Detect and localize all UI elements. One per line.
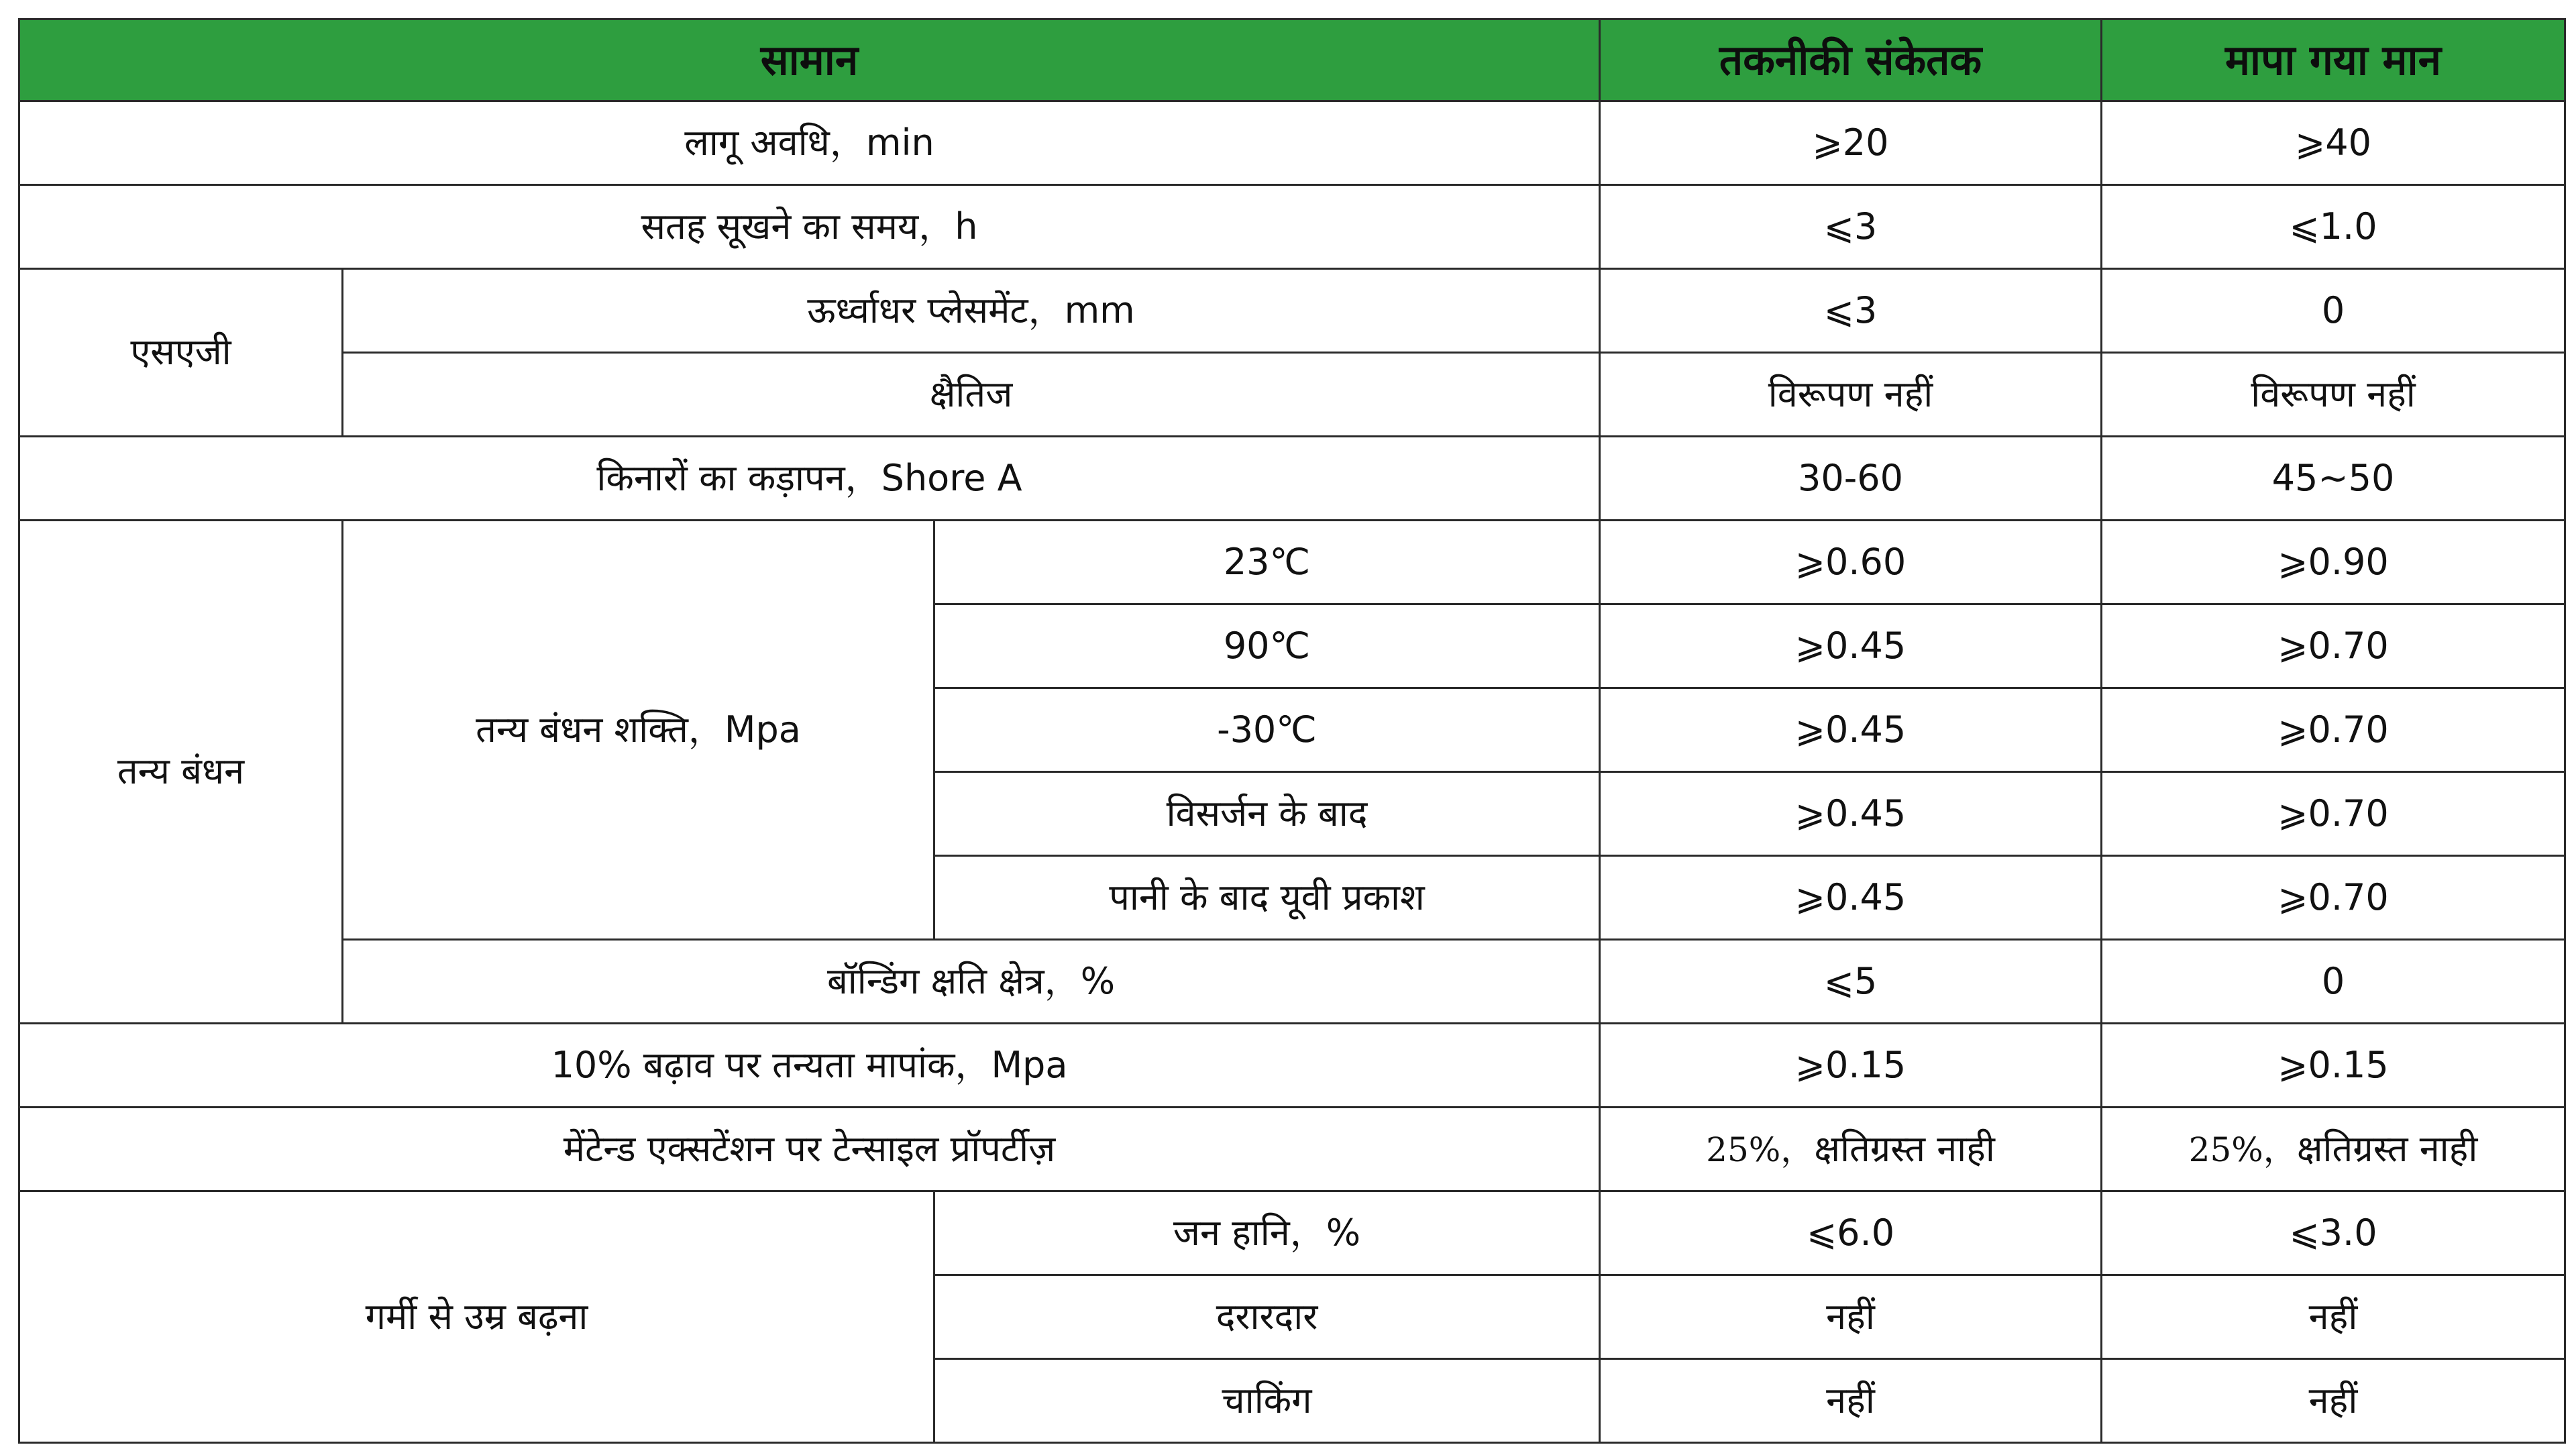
tensile-modulus-label: 10% बढ़ाव पर तन्यता मापांक，Mpa xyxy=(19,1024,1600,1108)
edge-hardness-label: किनारों का कड़ापन，Shore A xyxy=(19,437,1600,521)
edge-hardness-tech: 30-60 xyxy=(1600,437,2102,521)
sag-horizontal-measured: विरूपण नहीं xyxy=(2102,353,2565,437)
applicable-period-tech: ⩾20 xyxy=(1600,101,2102,185)
tensile-condition-measured: ⩾0.70 xyxy=(2102,604,2565,688)
tensile-condition-measured: ⩾0.70 xyxy=(2102,772,2565,856)
tensile-condition-tech: ⩾0.60 xyxy=(1600,521,2102,604)
maintained-extension-measured xyxy=(2102,1108,2565,1191)
tensile-condition-label: पानी के बाद यूवी प्रकाश xyxy=(934,856,1600,940)
row-sag-horizontal xyxy=(19,353,2565,437)
heat-aging-item-measured: नहीं xyxy=(2102,1359,2565,1443)
tensile-condition-tech: ⩾0.45 xyxy=(1600,856,2102,940)
applicable-period-measured: ⩾40 xyxy=(2102,101,2565,185)
heat-aging-group-label: गर्मी से उम्र बढ़ना xyxy=(19,1191,934,1443)
bonding-damage-area-label: बॉन्डिंग क्षति क्षेत्र，% xyxy=(343,940,1600,1024)
row-applicable-period xyxy=(19,101,2565,185)
heat-aging-item-label: दरारदार xyxy=(934,1275,1600,1359)
bonding-damage-area-tech: ⩽5 xyxy=(1600,940,2102,1024)
heat-aging-item-measured: नहीं xyxy=(2102,1275,2565,1359)
tensile-bond-group-label: तन्य बंधन xyxy=(19,521,343,1024)
bonding-damage-area-measured: 0 xyxy=(2102,940,2565,1024)
header-item: सामान xyxy=(19,19,1600,101)
row-tensile-23c xyxy=(19,521,2565,604)
heat-aging-item-label: जन हानि，% xyxy=(934,1191,1600,1275)
heat-aging-item-tech: नहीं xyxy=(1600,1275,2102,1359)
tensile-modulus-measured: ⩾0.15 xyxy=(2102,1024,2565,1108)
row-sag-vertical xyxy=(19,269,2565,353)
tensile-condition-measured: ⩾0.70 xyxy=(2102,688,2565,772)
heat-aging-item-measured: ⩽3.0 xyxy=(2102,1191,2565,1275)
tensile-condition-measured: ⩾0.70 xyxy=(2102,856,2565,940)
tensile-condition-label: 23℃ xyxy=(934,521,1600,604)
tensile-condition-measured: ⩾0.90 xyxy=(2102,521,2565,604)
row-edge-hardness xyxy=(19,437,2565,521)
maintained-extension-measured-text: क्षतिग्रस्त नाही xyxy=(2296,1127,2478,1170)
heat-aging-item-tech: नहीं xyxy=(1600,1359,2102,1443)
maintained-extension-measured-pct: 25%， xyxy=(2188,1130,2297,1169)
spec-table xyxy=(18,18,2566,1444)
sag-vertical-measured: 0 xyxy=(2102,269,2565,353)
header-technical-indicator: तकनीकी संकेतक xyxy=(1600,19,2102,101)
heat-aging-item-label: चाकिंग xyxy=(934,1359,1600,1443)
sag-horizontal-tech: विरूपण नहीं xyxy=(1600,353,2102,437)
maintained-extension-tech-pct: 25%， xyxy=(1706,1130,1815,1169)
row-heat-aging-mass-loss xyxy=(19,1191,2565,1275)
row-tensile-modulus xyxy=(19,1024,2565,1108)
tensile-condition-tech: ⩾0.45 xyxy=(1600,688,2102,772)
tensile-modulus-tech: ⩾0.15 xyxy=(1600,1024,2102,1108)
tensile-condition-label: -30℃ xyxy=(934,688,1600,772)
header-measured-value: मापा गया मान xyxy=(2102,19,2565,101)
row-bonding-damage-area xyxy=(19,940,2565,1024)
maintained-extension-tech-text: क्षतिग्रस्त नाही xyxy=(1814,1127,1995,1170)
sag-vertical-label: ऊर्ध्वाधर प्लेसमेंट，mm xyxy=(343,269,1600,353)
tensile-condition-label: विसर्जन के बाद xyxy=(934,772,1600,856)
sag-horizontal-label: क्षैतिज xyxy=(343,353,1600,437)
maintained-extension-tech xyxy=(1600,1108,2102,1191)
sag-group-label: एसएजी xyxy=(19,269,343,437)
tensile-condition-tech: ⩾0.45 xyxy=(1600,604,2102,688)
surface-dry-time-measured: ⩽1.0 xyxy=(2102,185,2565,269)
header-row xyxy=(19,19,2565,101)
applicable-period-label: लागू अवधि，min xyxy=(19,101,1600,185)
heat-aging-item-tech: ⩽6.0 xyxy=(1600,1191,2102,1275)
tensile-condition-tech: ⩾0.45 xyxy=(1600,772,2102,856)
row-surface-dry-time xyxy=(19,185,2565,269)
row-maintained-extension xyxy=(19,1108,2565,1191)
sag-vertical-tech: ⩽3 xyxy=(1600,269,2102,353)
edge-hardness-measured: 45~50 xyxy=(2102,437,2565,521)
tensile-bond-strength-label: तन्य बंधन शक्ति，Mpa xyxy=(343,521,934,940)
maintained-extension-label: मेंटेन्ड एक्सटेंशन पर टेन्साइल प्रॉपर्टीज़ xyxy=(19,1108,1600,1191)
surface-dry-time-label: सतह सूखने का समय，h xyxy=(19,185,1600,269)
surface-dry-time-tech: ⩽3 xyxy=(1600,185,2102,269)
tensile-condition-label: 90℃ xyxy=(934,604,1600,688)
